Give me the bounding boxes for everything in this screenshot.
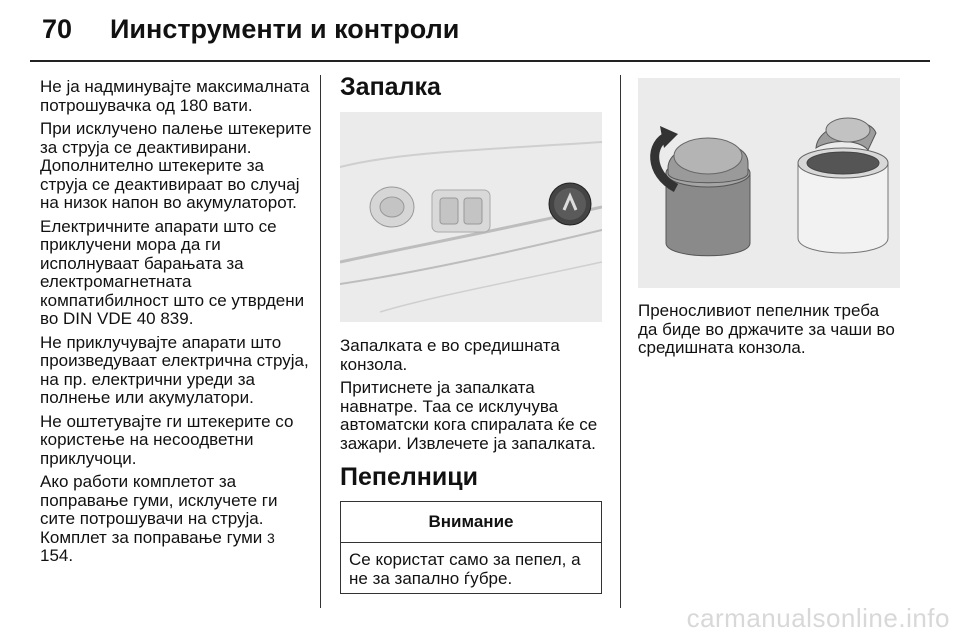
notice-text: Се користат само за пепел, а не за запално ѓубре.	[349, 550, 581, 588]
column-divider-left	[320, 75, 321, 608]
right-column	[638, 302, 900, 363]
column-divider-right	[620, 75, 621, 608]
lighter-section-title: Запалка	[340, 73, 441, 101]
ashtray-section	[340, 463, 605, 491]
lighter-icon	[549, 183, 591, 225]
lighter-text	[340, 337, 605, 458]
paragraph-no-generators: Не приклучувајте апарати што произведуваат електрична струја, на пр. електрични уреди за полнење или акумулатори.	[40, 332, 309, 407]
paragraph-ignition-off: При исклучено палење штекерите за струја се деактивирани. Дополнително штекерите за струја се деактивираат во случај на низок напон во акумулаторот.	[40, 119, 312, 212]
portable-ashtray-illustration	[638, 78, 900, 288]
watermark: carmanualsonline.info	[686, 603, 950, 633]
ashtray-figure	[638, 78, 900, 288]
ashtray-section-title: Пепелници	[340, 463, 478, 491]
page-reference-icon: 3	[267, 529, 275, 546]
lighter-figure	[340, 112, 602, 322]
page-title: Иинструменти и контроли	[110, 14, 460, 44]
tyre-repair-page: 154.	[40, 546, 74, 565]
notice-heading: Внимание	[341, 502, 601, 543]
closed-ashtray-icon	[666, 138, 750, 256]
header-rule	[30, 60, 930, 62]
lighter-instructions: Притиснете ја запалката навнатре. Таа се исклучува автоматски кога спиралата ќе се зажари. Извлечете ја запалката.	[340, 378, 598, 453]
lighter-location: Запалката е во средишната конзола.	[340, 336, 560, 374]
paragraph-tyre-repair	[40, 473, 312, 566]
paragraph-emc: Електричните апарати што се приклучени мора да ги исполнуваат барањата за електромагнетната компатибилност што се утврдени во DIN VDE 40 839.	[40, 216, 305, 328]
paragraph-no-damage: Не оштетувајте ги штекерите со користење на несоодветни приклучоци.	[40, 411, 294, 468]
left-column	[40, 78, 312, 571]
notice-box	[340, 501, 602, 594]
middle-column	[340, 73, 605, 101]
page-number: 70	[42, 14, 73, 44]
paragraph-max-power: Не ја надминувајте максималната потрошувачка од 180 вати.	[40, 77, 310, 115]
tyre-repair-text: Ако работи комплетот за поправање гуми, исклучете ги сите потрошувачи на струја. Комплет за поправање гуми	[40, 472, 278, 547]
ashtray-caption: Преносливиот пепелник треба да биде во држачите за чаши во средишната конзола.	[638, 301, 895, 357]
center-console-illustration	[340, 112, 602, 322]
